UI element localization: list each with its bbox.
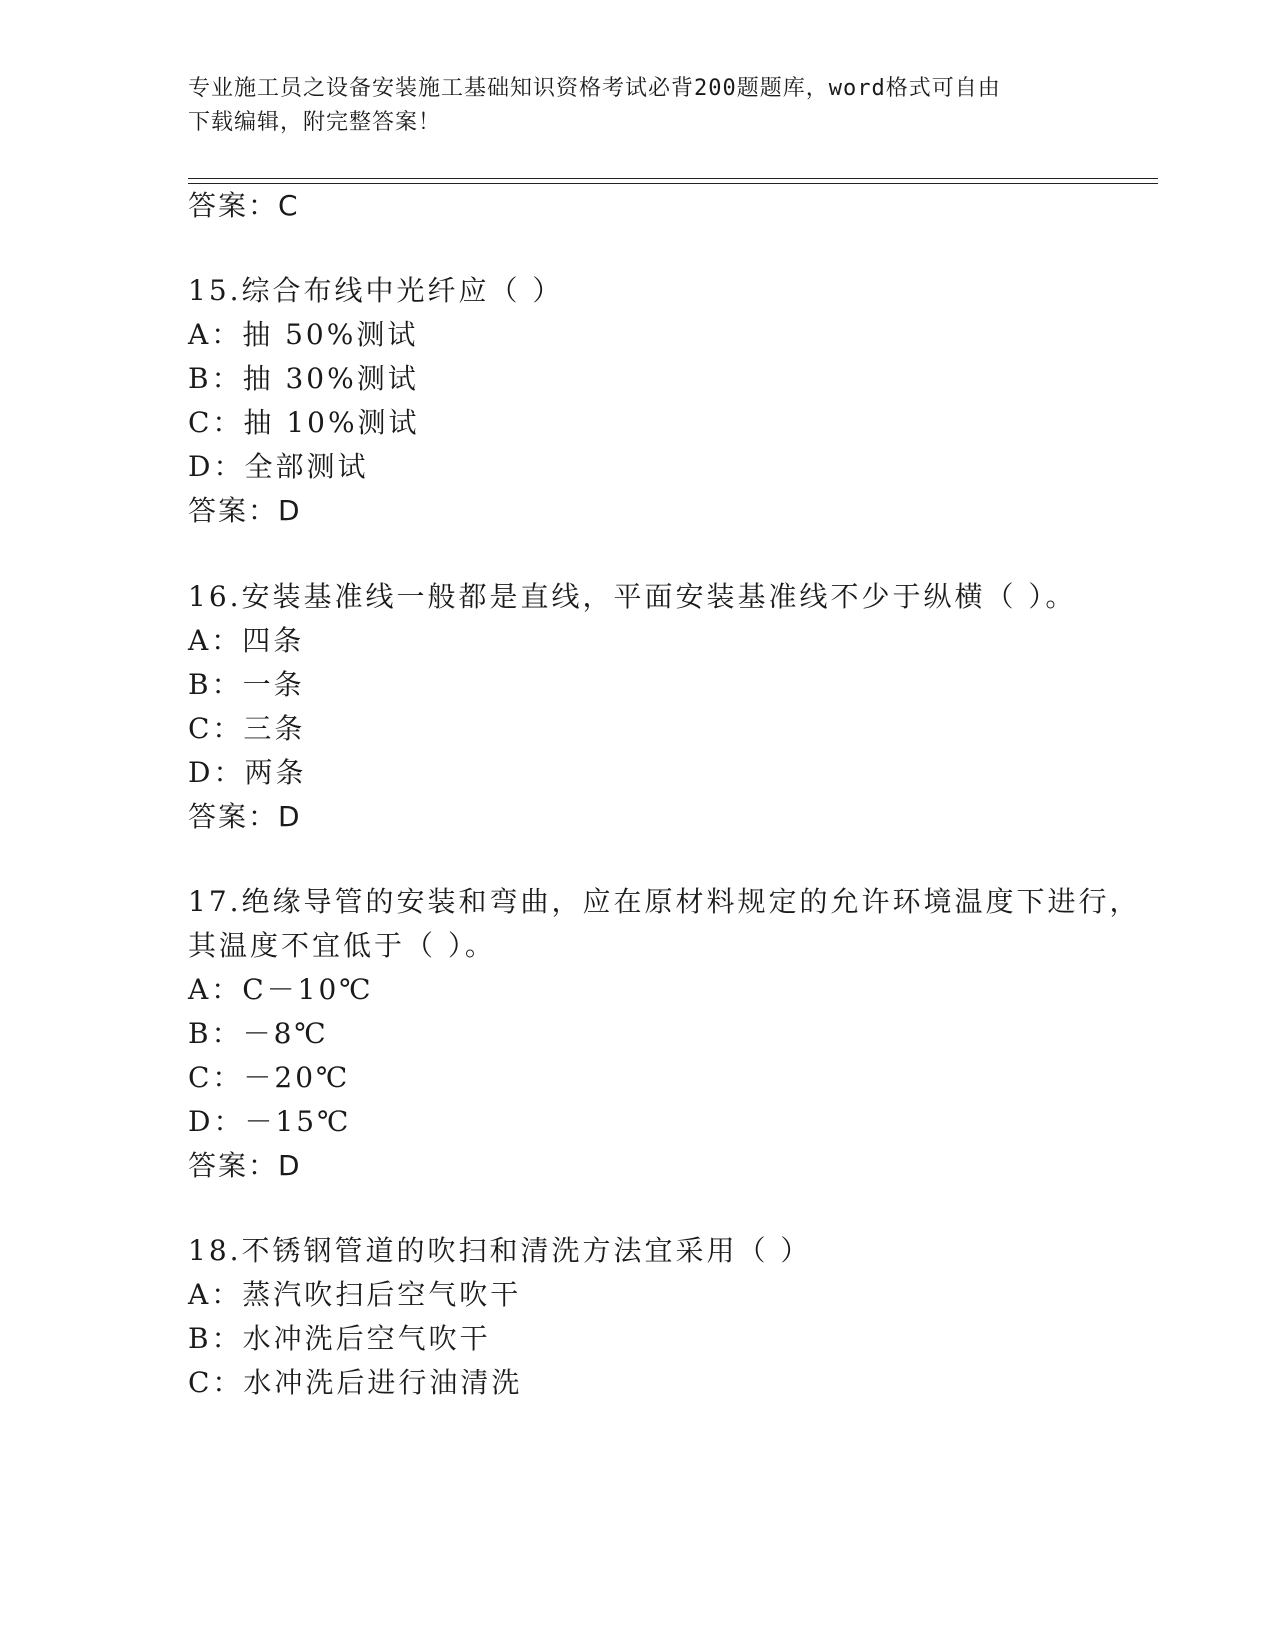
question-17-option-c: C：－20℃ xyxy=(188,1061,351,1094)
header-divider-top xyxy=(188,178,1158,179)
question-17-option-a: A：C－10℃ xyxy=(188,973,374,1006)
question-18-stem: 18.不锈钢管道的吹扫和清洗方法宜采用（ ） xyxy=(188,1234,812,1267)
question-17-answer: 答案：D xyxy=(188,1149,302,1182)
header-divider-bottom xyxy=(188,183,1158,184)
question-17-stem-line-2: 其温度不宜低于（ ）。 xyxy=(188,929,496,962)
question-16-answer: 答案：D xyxy=(188,800,302,833)
page-header xyxy=(188,72,1088,140)
question-16-option-c: C：三条 xyxy=(188,712,306,745)
header-line-1: 专业施工员之设备安装施工基础知识资格考试必背200题题库，word格式可自由 xyxy=(188,76,1001,101)
question-18-option-b: B：水冲洗后空气吹干 xyxy=(188,1322,491,1355)
question-17-option-d: D：－15℃ xyxy=(188,1105,352,1138)
question-18-option-c: C：水冲洗后进行油清洗 xyxy=(188,1366,523,1399)
question-17-stem-line-1: 17.绝缘导管的安装和弯曲，应在原材料规定的允许环境温度下进行， xyxy=(188,885,1141,918)
question-18-option-a: A：蒸汽吹扫后空气吹干 xyxy=(188,1278,522,1311)
question-15-option-c: C：抽 10%测试 xyxy=(188,406,420,439)
question-17-option-b: B：－8℃ xyxy=(188,1017,329,1050)
question-16-stem: 16.安装基准线一般都是直线，平面安装基准线不少于纵横（ ）。 xyxy=(188,580,1077,613)
question-15-option-d: D：全部测试 xyxy=(188,450,369,483)
question-15-option-a: A：抽 50%测试 xyxy=(188,318,419,351)
header-line-2: 下载编辑，附完整答案！ xyxy=(188,110,442,135)
previous-answer: 答案：C xyxy=(188,189,300,222)
question-16-option-d: D：两条 xyxy=(188,756,307,789)
question-16-option-a: A：四条 xyxy=(188,624,305,657)
question-15-option-b: B：抽 30%测试 xyxy=(188,362,419,395)
question-15-stem: 15.综合布线中光纤应（ ） xyxy=(188,274,564,307)
question-15-answer: 答案：D xyxy=(188,494,302,527)
question-16-option-b: B：一条 xyxy=(188,668,305,701)
